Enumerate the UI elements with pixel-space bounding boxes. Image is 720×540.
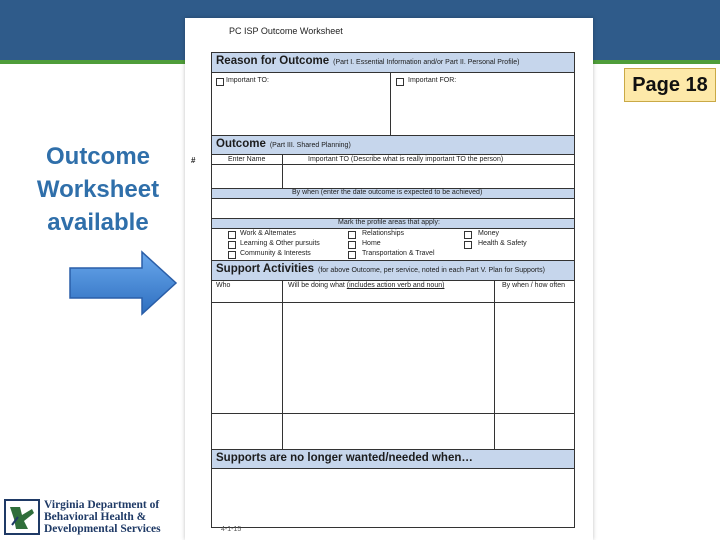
vdbhds-logo-icon xyxy=(4,499,40,535)
arrow-right-icon xyxy=(68,250,178,316)
worksheet-footer-date: 4-1-15 xyxy=(221,526,242,533)
worksheet-form xyxy=(211,52,575,528)
support-section-title: Support Activities (for above Outcome, per service, noted in each Part V. Plan for Supports) xyxy=(216,263,545,275)
callout-line-3: available xyxy=(47,209,149,236)
checkbox-icon xyxy=(348,251,356,259)
important-for-label: Important FOR: xyxy=(408,77,457,84)
worksheet-image xyxy=(185,18,593,540)
checkbox-icon xyxy=(464,231,472,239)
by-when-row xyxy=(212,189,574,199)
logo-line-3: Developmental Services xyxy=(44,523,161,535)
checkbox-icon xyxy=(348,231,356,239)
logo-line-1: Virginia Department of xyxy=(44,499,160,511)
checkbox-icon xyxy=(228,241,236,249)
support-row-divider xyxy=(212,413,574,414)
mark-profile-row xyxy=(212,219,574,229)
col-will-be-doing: Will be doing what (includes action verb and noun) xyxy=(288,282,445,289)
profile-area-transportation: Transportation & Travel xyxy=(362,250,435,257)
profile-area-relationships: Relationships xyxy=(362,230,405,237)
reason-section-header xyxy=(212,53,574,73)
checkbox-icon xyxy=(228,231,236,239)
profile-area-work: Work & Alternates xyxy=(240,230,296,237)
profile-area-community: Community & Interests xyxy=(240,250,311,257)
row-hash-mark: # xyxy=(191,156,196,165)
important-to-description: Important TO (Describe what is really important TO the person) xyxy=(308,156,504,163)
outcome-section-header xyxy=(212,135,574,155)
page-number-badge: Page 18 xyxy=(624,68,716,102)
checkbox-icon xyxy=(396,78,404,86)
reason-section-title: Reason for Outcome (Part I. Essential Information and/or Part II. Personal Profile) xyxy=(216,55,520,67)
by-when-entry xyxy=(212,199,574,219)
profile-area-learning: Learning & Other pursuits xyxy=(240,240,320,247)
enter-name-label: Enter Name xyxy=(228,156,266,163)
callout-text xyxy=(14,140,182,239)
outcome-section-subtitle: (Part III. Shared Planning) xyxy=(269,142,351,149)
callout-line-2: Worksheet xyxy=(36,176,160,203)
reason-row xyxy=(212,73,574,135)
callout-line-1: Outcome xyxy=(45,143,150,170)
logo-line-2: Behavioral Health & xyxy=(44,511,147,523)
worksheet-title: PC ISP Outcome Worksheet xyxy=(229,26,343,36)
mark-profile-label: Mark the profile areas that apply: xyxy=(338,219,440,226)
checkbox-icon xyxy=(216,78,224,86)
important-to-label: Important TO: xyxy=(226,77,269,84)
checkbox-icon xyxy=(228,251,236,259)
col-who: Who xyxy=(216,282,231,289)
by-when-label: By when (enter the date outcome is expected to be achieved) xyxy=(292,189,483,196)
outcome-entry-row xyxy=(212,165,574,189)
outcome-section-title: Outcome (Part III. Shared Planning) xyxy=(216,138,351,150)
supports-no-longer-title: Supports are no longer wanted/needed when… xyxy=(216,452,473,464)
profile-area-health: Health & Safety xyxy=(478,240,527,247)
supports-no-longer-header xyxy=(212,449,574,469)
profile-areas-grid xyxy=(212,229,574,261)
col-will-be-doing-note: (includes action verb and noun) xyxy=(346,282,445,289)
checkbox-icon xyxy=(464,241,472,249)
reason-section-subtitle: (Part I. Essential Information and/or Part II. Personal Profile) xyxy=(333,59,520,66)
profile-area-home: Home xyxy=(362,240,381,247)
col-by-when: By when / how often xyxy=(502,282,566,289)
support-columns xyxy=(212,281,574,303)
vdbhds-logo xyxy=(4,497,174,539)
support-section-subtitle: (for above Outcome, per service, noted in each Part V. Plan for Supports) xyxy=(317,267,545,274)
profile-area-money: Money xyxy=(478,230,500,237)
outcome-columns xyxy=(212,155,574,165)
checkbox-icon xyxy=(348,241,356,249)
support-section-header xyxy=(212,261,574,281)
